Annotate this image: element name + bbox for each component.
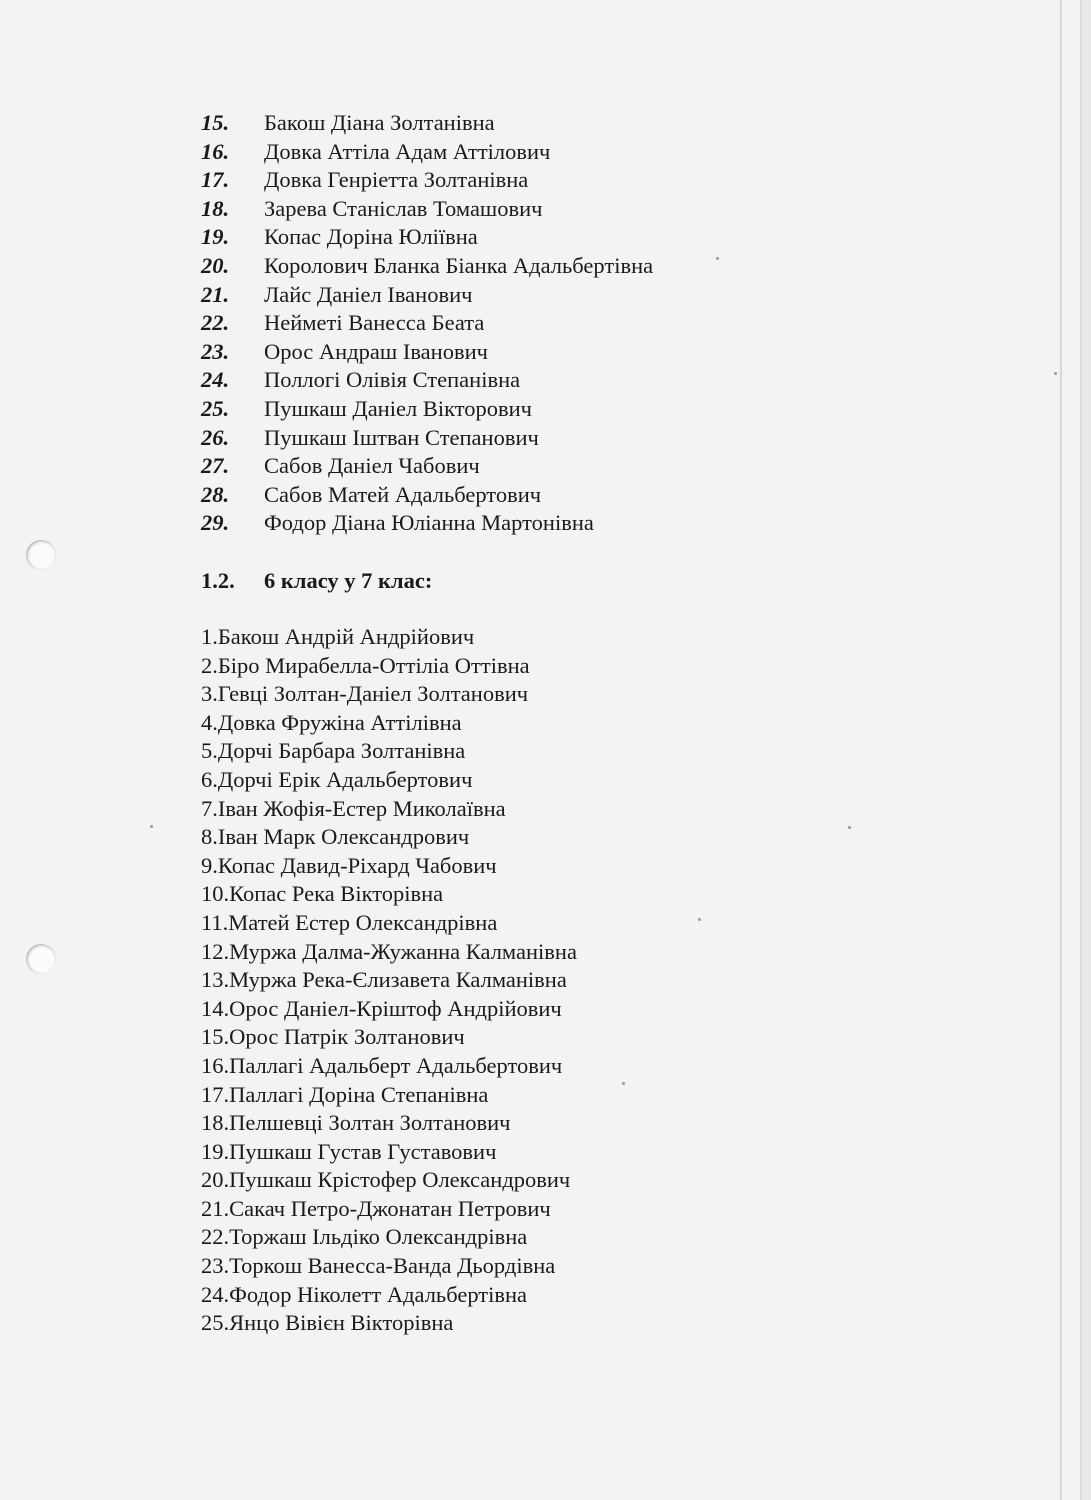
student-name: Довка Генріетта Золтанівна [264,167,529,193]
section-number: 1.2. [201,568,235,593]
item-number: 23. [201,338,230,364]
list-item: 18.Пелшевці Золтан Золтанович [201,1110,511,1136]
list-item [201,481,653,510]
item-number: 29. [201,510,230,536]
list-item: 25.Янцо Вівієн Вікторівна [201,1310,454,1336]
student-name: Зарева Станіслав Томашович [264,195,543,221]
list-item: 6.Дорчі Ерік Адальбертович [201,766,473,792]
list-item: 16.Паллагі Адальберт Адальбертович [201,1052,563,1078]
list-item: 11.Матей Естер Олександрівна [201,909,498,935]
list-item: 21.Сакач Петро-Джонатан Петрович [201,1195,551,1221]
list-item: 10.Копас Река Вікторівна [201,881,444,907]
scan-speck [622,1082,625,1085]
list-item: 1.Бакош Андрій Андрійович [201,624,475,649]
item-number: 28. [201,481,230,507]
list-item: 22.Торжаш Ільдіко Олександрівна [201,1224,528,1250]
item-number: 19. [201,224,230,250]
item-number: 15. [201,110,230,135]
item-number: 17. [201,167,230,193]
list-item: 3.Гевці Золтан-Даніел Золтанович [201,681,529,707]
item-number: 22. [201,310,230,336]
punch-hole [26,944,56,974]
list-item [201,195,653,224]
list-item [201,252,653,281]
item-number: 18. [201,195,230,221]
list-item: 12.Муржа Далма-Жужанна Калманівна [201,938,577,964]
item-number: 24. [201,367,230,393]
scan-speck [716,257,719,260]
item-number: 21. [201,281,230,307]
list-item: 19.Пушкаш Густав Густавович [201,1138,497,1164]
list-item [201,424,653,453]
student-name: Королович Бланка Біанка Адальбертівна [264,252,654,278]
section-title: 6 класу у 7 клас: [264,568,433,593]
list-item [201,452,653,481]
student-name: Поллогі Олівія Степанівна [264,367,521,393]
list-item: 8.Іван Марк Олександрович [201,824,470,850]
list-item [201,338,653,367]
student-name: Пушкаш Іштван Степанович [264,424,539,450]
list-item: 15.Орос Патрік Золтанович [201,1024,465,1050]
scan-speck [698,918,701,921]
list-item [201,138,653,167]
list-item [201,395,653,424]
list-item [201,509,653,538]
list-item [201,109,653,138]
item-number: 20. [201,252,230,278]
student-name: Лайс Даніел Іванович [264,281,473,307]
list-item [201,281,653,310]
student-name: Сабов Даніел Чабович [264,453,480,479]
student-name: Орос Андраш Іванович [264,338,488,364]
list-item [201,223,653,252]
punch-hole [26,540,56,570]
student-name: Сабов Матей Адальбертович [264,481,542,507]
list-item: 5.Дорчі Барбара Золтанівна [201,738,466,764]
student-name: Довка Аттіла Адам Аттілович [264,138,551,164]
section-heading [201,566,432,596]
list-item [201,309,653,338]
scan-speck [150,825,153,828]
student-name: Пушкаш Даніел Вікторович [264,395,532,421]
list-item: 2.Біро Мирабелла-Оттіліа Оттівна [201,652,530,678]
list-item: 9.Копас Давид-Ріхард Чабович [201,852,497,878]
student-name: Нейметі Ванесса Беата [264,310,485,336]
list-item [201,366,653,395]
student-list-grade-6 [201,623,577,1338]
item-number: 25. [201,395,230,421]
student-name: Копас Доріна Юліївна [264,224,478,250]
item-number: 26. [201,424,230,450]
student-list-continued [201,109,653,538]
list-item [201,166,653,195]
scan-speck [848,826,851,829]
list-item: 7.Іван Жофія-Естер Миколаївна [201,795,506,821]
list-item: 23.Торкош Ванесса-Ванда Дьордівна [201,1253,556,1279]
list-item: 17.Паллагі Доріна Степанівна [201,1081,489,1107]
item-number: 16. [201,138,230,164]
list-item: 13.Муржа Река-Єлизавета Калманівна [201,967,567,993]
list-item: 24.Фодор Ніколетт Адальбертівна [201,1281,528,1307]
list-item: 4.Довка Фружіна Аттілівна [201,709,462,735]
item-number: 27. [201,453,230,479]
student-name: Фодор Діана Юліанна Мартонівна [264,510,594,536]
scan-speck [1054,372,1057,375]
list-item: 14.Орос Даніел-Кріштоф Андрійович [201,995,562,1021]
page-edge [1060,0,1062,1500]
student-name: Бакош Діана Золтанівна [264,110,495,135]
list-item: 20.Пушкаш Крістофер Олександрович [201,1167,571,1193]
